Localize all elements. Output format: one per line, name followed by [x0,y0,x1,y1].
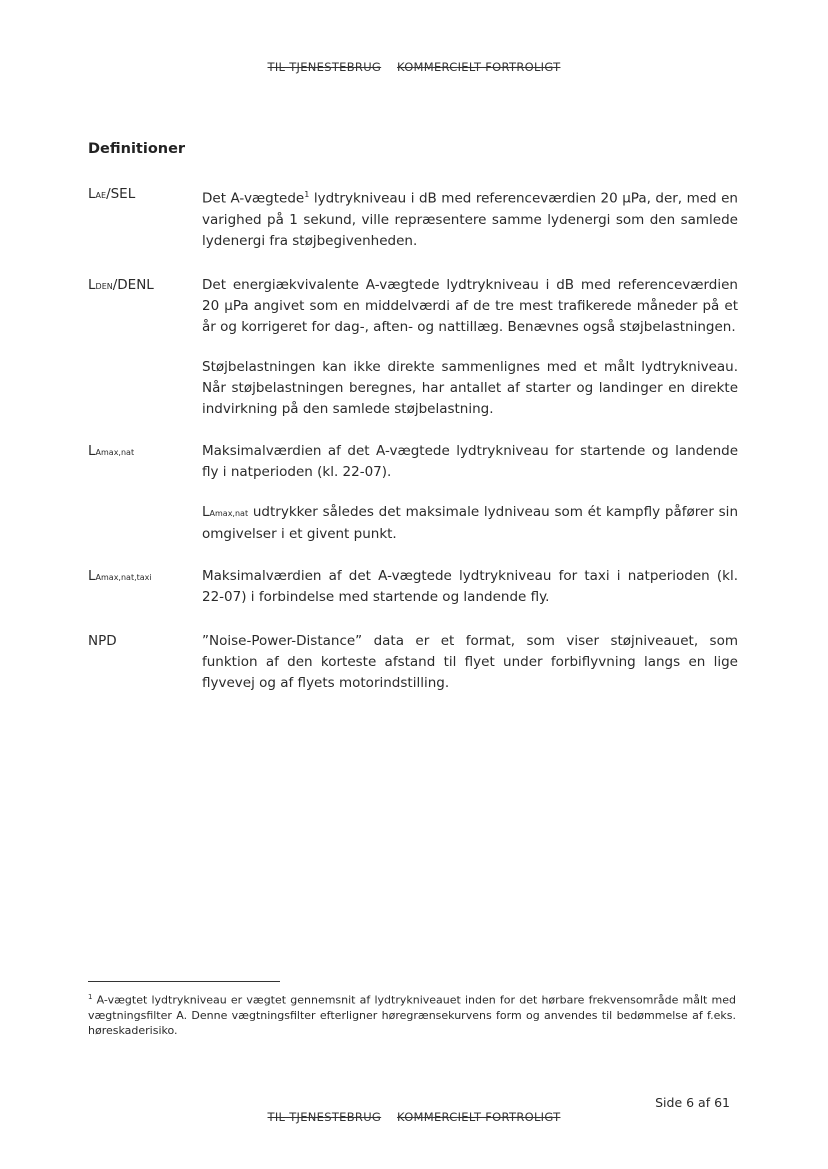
page-number: Side 6 af 61 [655,1095,730,1110]
term: LAE/SEL [88,186,136,202]
footnote: $^1$ A-vægtet lydtrykniveau er vægtet gennemsnit af lydtrykniveauet inden for det hørbare frekvensområde målt med vægtningsfilter A. Denne vægtningsfilter efterligner høregrænsekurvens form og anvendes til bedømmelse af f.eks. høreskaderisiko. [88,993,736,1037]
definitions-list [88,184,738,694]
description: ”Noise-Power-Distance” data er et format, som viser støjniveauet, som funktion af den korteste afstand til flyet under forbiflyvning langs en lige flyvevej og af flyets motorindstilling. [202,632,738,691]
classification-left: TIL TJENESTEBRUG [267,1110,382,1124]
description: Maksimalværdien af det A-vægtede lydtrykniveau for taxi i natperioden (kl. 22-07) i forbindelse med startende og landende fly. [202,567,738,605]
classification-right: KOMMERCIELT FORTROLIGT [396,60,561,74]
term: LAmax,nat [88,442,135,459]
description: Det A-vægtede$^1$ lydtrykniveau i dB med referenceværdien 20 µPa, der, med en varighed på 1 sekund, ville repræsentere samme lydenergi som den samlede lydenergi fra støjbegivenheden. [202,190,738,249]
definition-lae-sel [88,184,738,252]
term: LDEN/DENL [88,276,154,293]
term: LAmax,nat,taxi [88,567,152,584]
definition-lden-denl [88,275,738,420]
description: Det energiækvivalente A-vægtede lydtrykniveau i dB med referenceværdien 20 µPa angivet som en middelværdi af de tre mest trafikerede måneder på et år og korrigeret for dag-, aften- og nattillæg. Benævnes også støjbelastningen. Støjbelastningen kan ikke direkte sammenlignes med et målt lydtrykniveau. Når støjbelastningen beregnes, har antallet af starter og landinger en direkte indvirkning på den samlede støjbelastning. [202,276,738,417]
footnote-ref: 1 [304,190,310,199]
definition-npd [88,631,738,694]
description: Maksimalværdien af det A-vægtede lydtrykniveau for startende og landende fly i natperioden (kl. 22-07). LAmax,nat udtrykker således det maksimale lydniveau som ét kampfly påfører sin omgivelser i et givent punkt. [202,442,738,542]
section-heading: Definitioner [88,141,186,157]
definition-lamax-nat [88,441,738,545]
term: NPD [88,632,117,649]
footnote-divider [88,981,280,982]
classification-footer [0,1110,828,1124]
classification-left: TIL TJENESTEBRUG [267,60,382,74]
definition-lamax-nat-taxi [88,566,738,608]
classification-header [0,60,828,74]
classification-right: KOMMERCIELT FORTROLIGT [396,1110,561,1124]
